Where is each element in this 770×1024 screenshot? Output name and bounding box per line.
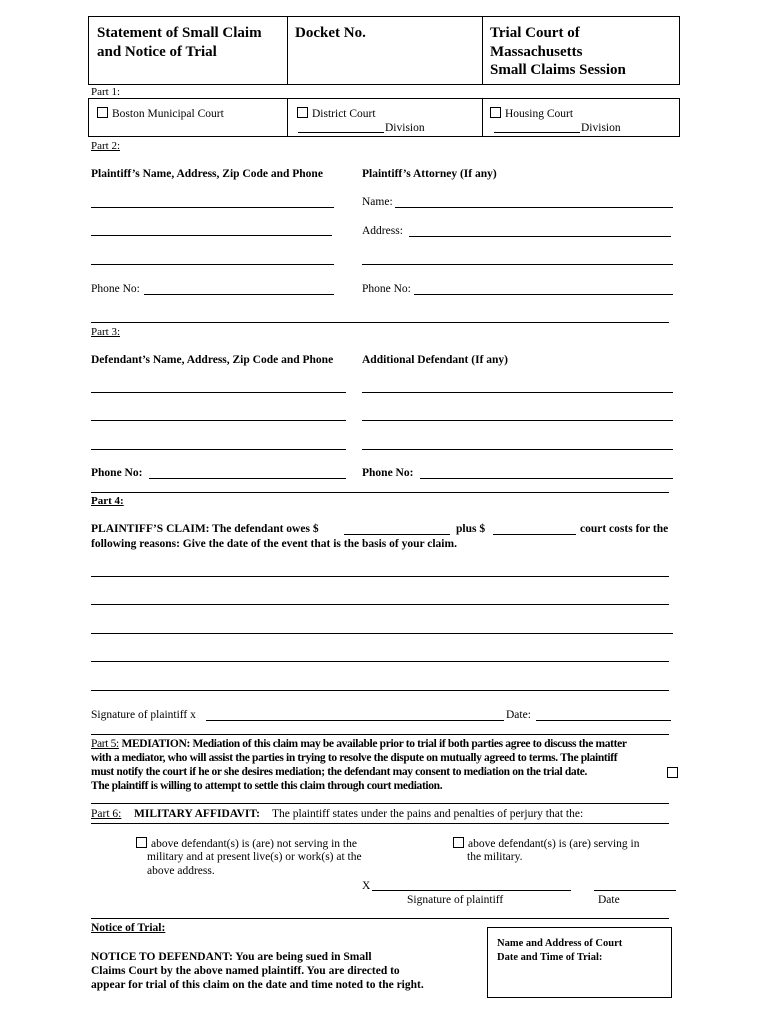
defendant-heading: Defendant’s Name, Address, Zip Code and Phone [91,354,334,366]
additional-defendant-address-field-2[interactable] [362,449,673,450]
court-costs-text: court costs for the [580,523,669,535]
defendant-phone-label: Phone No: [91,467,143,479]
claim-amount-field[interactable] [344,534,450,535]
attorney-name-field[interactable] [395,207,673,208]
header-divider-2 [482,16,483,85]
attorney-heading: Plaintiff’s Attorney (If any) [362,168,497,180]
notice-heading: Notice of Trial: [91,922,166,934]
part2-bottom-rule [91,322,669,323]
part4-bottom-rule [91,734,669,735]
attorney-phone-label: Phone No: [362,283,411,295]
attorney-phone-field[interactable] [414,294,673,295]
plaintiff-phone-field[interactable] [144,294,334,295]
additional-defendant-name-field[interactable] [362,392,673,393]
defendant-address-field-1[interactable] [91,420,346,421]
plaintiff-name-field[interactable] [91,207,334,208]
district-division-field[interactable] [298,132,384,133]
option-boston-municipal[interactable] [97,107,224,121]
header-divider-1 [287,16,288,85]
part3-label: Part 3: [91,326,121,338]
court-costs-field[interactable] [493,534,576,535]
attorney-name-label: Name: [362,196,393,208]
option-serving[interactable] [453,837,639,851]
part4-label: Part 4: [91,495,124,507]
not-serving-checkbox[interactable] [136,837,147,848]
additional-defendant-heading: Additional Defendant (If any) [362,354,509,366]
plaintiff-address-field-2[interactable] [91,264,334,265]
not-serving-text-1: above defendant(s) is (are) not serving in the [151,838,357,850]
notice-text-1: NOTICE TO DEFENDANT: You are being sued in Small [91,951,372,963]
claim-reason-line-1[interactable] [91,576,669,577]
mediation-checkbox[interactable] [667,767,678,778]
defendant-phone-field[interactable] [149,478,346,479]
affidavit-date-field[interactable] [594,890,676,891]
not-serving-text-3: above address. [147,865,215,877]
serving-checkbox[interactable] [453,837,464,848]
housing-court-label: Housing Court [505,108,574,120]
affidavit-signature-label: Signature of plaintiff [407,894,504,906]
part5-label: Part 5: [91,738,119,750]
docket-label: Docket No. [295,25,366,41]
mediation-paragraph [91,737,681,793]
claim-prefix-text: PLAINTIFF’S CLAIM: The defendant owes $ [91,523,319,535]
part3-bottom-rule [91,492,669,493]
additional-defendant-phone-label: Phone No: [362,467,414,479]
attorney-address-field-1[interactable] [409,236,671,237]
claim-plus-text: plus $ [456,523,486,535]
claim-reasons-instruction: following reasons: Give the date of the event that is the basis of your claim. [91,538,457,550]
court-name: Trial Court of Massachusetts Small Claims Session [490,25,626,78]
district-court-checkbox[interactable] [297,107,308,118]
notice-text-2: Claims Court by the above named plaintiff. You are directed to [91,965,400,977]
claim-reason-line-4[interactable] [91,661,669,662]
mediation-text-1: MEDIATION: Mediation of this claim may be available prior to trial if both parties agree to discuss the matter [121,738,627,750]
mediation-text-3: must notify the court if he or she desires mediation; the defendant may consent to mediation on the trial date. [91,766,588,778]
part2-label: Part 2: [91,140,121,152]
affidavit-signature-field[interactable] [372,890,571,891]
affidavit-x-mark: X [362,880,371,892]
district-court-label: District Court [312,108,376,120]
mediation-text-2: with a mediator, who will assist the parties in trying to resolve the dispute on mutually agreed to terms. The plaintiff [91,752,618,764]
part6-label: Part 6: [91,808,122,820]
serving-text-2: the military. [467,851,523,863]
notice-paragraph [91,950,481,992]
not-serving-text-2: military and at present live(s) or work(s) at the [147,851,362,863]
option-housing-court[interactable] [490,107,573,121]
housing-division-label: Division [581,122,621,134]
option-not-serving[interactable] [136,837,357,851]
part6-bottom-rule [91,918,669,919]
form-title: Statement of Small Claim and Notice of Trial [97,25,262,60]
part1-label: Part 1: [91,86,121,98]
mediation-text-4: The plaintiff is willing to attempt to settle this claim through court mediation. [91,780,443,792]
plaintiff-signature-field[interactable] [206,720,504,721]
boston-municipal-checkbox[interactable] [97,107,108,118]
attorney-address-field-2[interactable] [362,264,673,265]
military-affidavit-heading: MILITARY AFFIDAVIT: [134,808,261,820]
plaintiff-address-field-1[interactable] [91,235,332,236]
defendant-name-field[interactable] [91,392,346,393]
option-district-court[interactable] [297,107,376,121]
court-address-label: Name and Address of Court [497,938,623,949]
defendant-address-field-2[interactable] [91,449,346,450]
claim-reason-line-3[interactable] [91,633,673,634]
claim-reason-line-5[interactable] [91,690,669,691]
additional-defendant-address-field-1[interactable] [362,420,673,421]
claim-reason-line-2[interactable] [91,604,669,605]
attorney-address-label: Address: [362,225,403,237]
claim-date-field[interactable] [536,720,671,721]
claim-date-label: Date: [506,709,531,721]
part6-label-rule [91,823,669,824]
part5-bottom-rule [91,803,669,804]
district-division-label: Division [385,122,425,134]
plaintiff-heading: Plaintiff’s Name, Address, Zip Code and Phone [91,168,323,180]
serving-text-1: above defendant(s) is (are) serving in [468,838,640,850]
plaintiff-phone-label: Phone No: [91,283,140,295]
housing-court-checkbox[interactable] [490,107,501,118]
plaintiff-signature-label: Signature of plaintiff x [91,709,196,721]
affidavit-date-label: Date [598,894,620,906]
boston-municipal-label: Boston Municipal Court [112,108,224,120]
court-divider-1 [287,98,288,137]
additional-defendant-phone-field[interactable] [420,478,673,479]
court-divider-2 [482,98,483,137]
trial-datetime-label: Date and Time of Trial: [497,952,603,963]
notice-text-3: appear for trial of this claim on the date and time noted to the right. [91,979,424,991]
housing-division-field[interactable] [494,132,580,133]
military-affidavit-intro: The plaintiff states under the pains and penalties of perjury that the: [272,808,584,820]
